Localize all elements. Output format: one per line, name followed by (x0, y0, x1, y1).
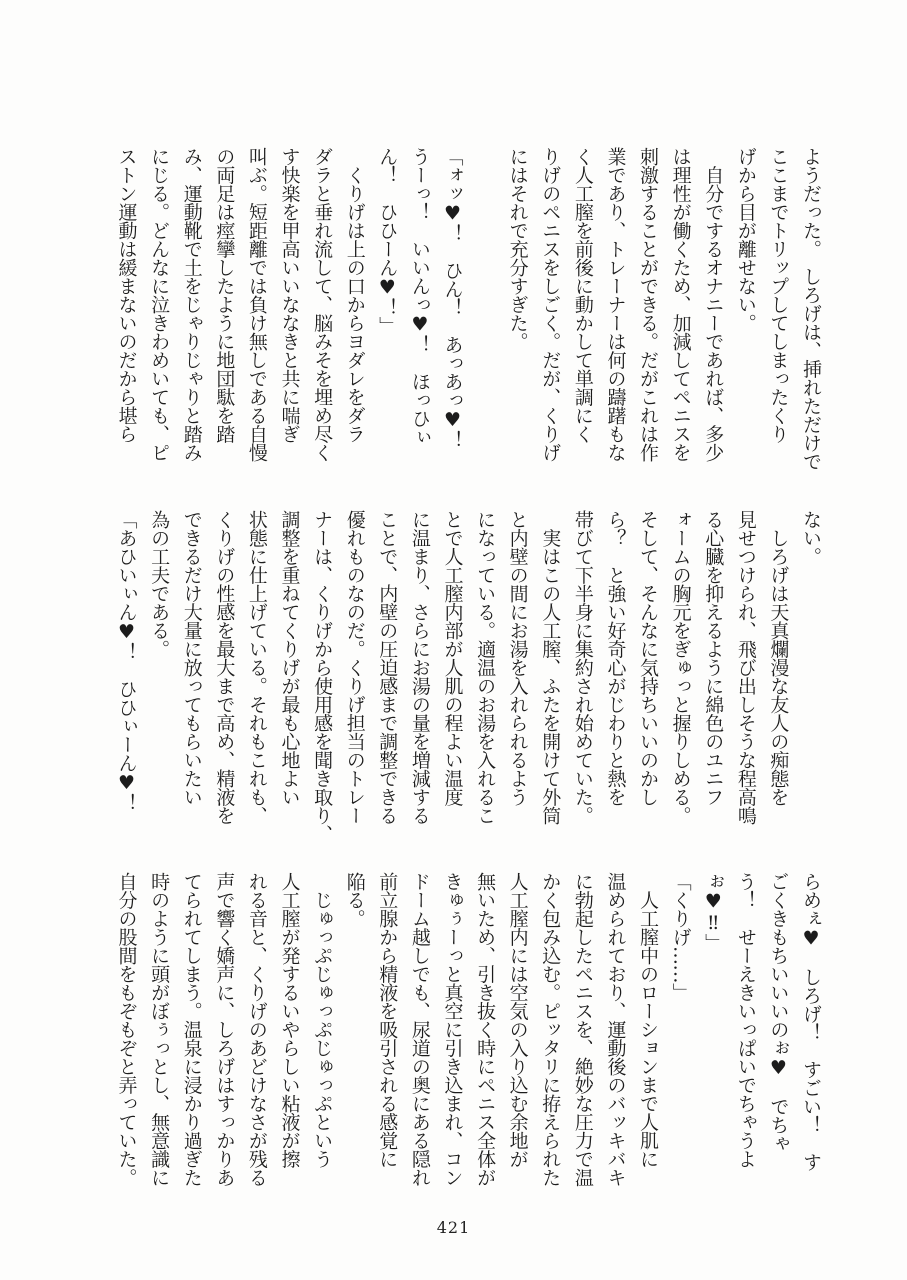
text-block-middle: ない。 しろげは天真爛漫な友人の痴態を 見せつけられ、飛び出しそうな程高鳴 る心臓を抑えるように綿色のユニフ ォームの胸元をぎゅっと握りしめる。 そして、そんなに気持ちいいのかし ら？ と強い好奇心がじわりと熱を 帯びて下半身に集約され始めていた。 実はこの人工膣、ふたを開けて外筒 と内壁の間にお湯を入れられるよう になっている。適温のお湯を入れるこ とで人工膣内部が人肌の程よい温度 に温まり、さらにお湯の量を増減する ことで、内壁の圧迫感まで調整できる 優れものなのだ。くりげ担当のトレー ナーは、くりげから使用感を聞き取り、 調整を重ねてくりげが最も心地よい 状態に仕上げている。それもこれも、 くりげの性感を最大まで高め、精液を できるだけ大量に放ってもらいたい 為の工夫である。 「あひいぃん♥！ ひひぃーん♥！ (115, 510, 822, 843)
text-block-bottom: らめぇ♥ しろげ！ すごい！ す ごくきもちいいいのぉ♥ でちゃ う！ せーえきいっぱいでちゃうよ ぉ♥‼」 「くりげ……」 人工膣中のローションまで人肌に 温められており、運動後のバッキバキ に勃起したペニスを、絶妙な圧力で温 かく包み込む。ピッタリに拵えられた 人工膣内には空気の入り込む余地が 無いため、引き抜く時にペニス全体が きゅぅーっと真空に引き込まれ、コン ドーム越しでも、尿道の奥にある隠れ 前立腺から精液を吸引される感覚に 陥る。 じゅっぷじゅっぷじゅっぷという 人工膣が発するいやらしい粘液が擦 れる音と、くりげのあどけなさが残る 声で響く嬌声に、しろげはすっかりあ てられてしまう。温泉に浸かり過ぎた 時のように頭がぼぅっとし、無意識に 自分の股間をもぞもぞと弄っていた。 (115, 872, 822, 1187)
page-number: 421 (436, 1218, 471, 1237)
text-block-top: ようだった。 しろげは、挿れただけで ここまでトリップしてしまったくり げから目が離せない。 自分でするオナニーであれば、多少 は理性が働くため、加減してペニスを 刺激することができる。だがこれは作 業であり、トレーナーは何の躊躇もな く人工膣を前後に動かして単調にく りげのペニスをしごく。だが、くりげ にはそれで充分すぎた。 「ォッ♥！ ひん！ あっあっ♥！ うーっ！ いいんっ♥！ ほっひぃ ん！ ひひーん♥！」 くりげは上の口からヨダレをダラ ダラと垂れ流して、脳みそを埋め尽く す快楽を甲高いいななきと共に喘ぎ 叫ぶ。短距離では負け無しである自慢 の両足は痙攣したように地団駄を踏 み、運動靴で土をじゃりじゃりと踏み にじる。どんなに泣きわめいても、ピ ストン運動は緩まないのだから堪ら (115, 147, 822, 471)
